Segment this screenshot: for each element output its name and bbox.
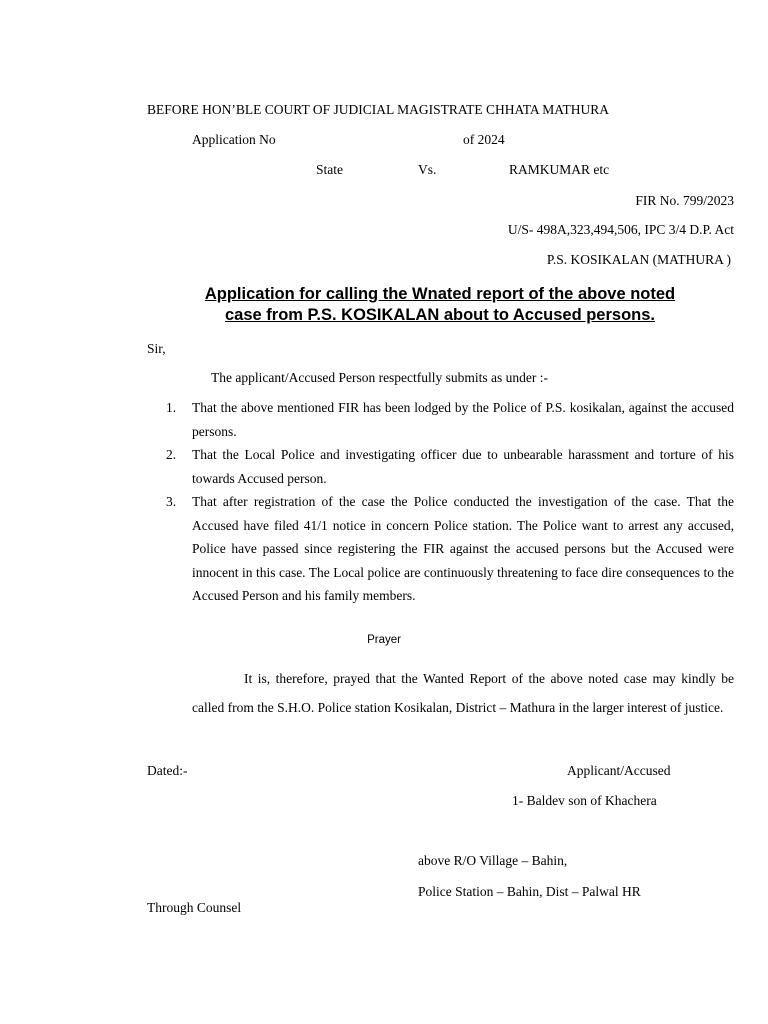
- intro-text: The applicant/Accused Person respectfully submits as under :-: [211, 370, 549, 385]
- address-line-2: Police Station – Bahin, Dist – Palwal HR: [418, 884, 641, 899]
- party-accused: RAMKUMAR etc: [509, 162, 610, 177]
- dated-label: Dated:-: [147, 763, 188, 778]
- point-3: [166, 490, 734, 608]
- point-text: That after registration of the case the Police conducted the investigation of the case. That the Accused have filed 41/1 notice in concern Police station. The Police want to arrest any accused, Police have passed since registering the FIR against the accused persons but the Accused were innocent in this case. The Local police are continuously threatening to face dire consequences to the Accused Person and his family members.: [192, 494, 734, 603]
- application-title-line-2: case from P.S. KOSIKALAN about to Accused persons.: [224, 306, 655, 324]
- salutation: Sir,: [147, 341, 166, 356]
- application-year: of 2024: [463, 132, 505, 147]
- point-text: That the above mentioned FIR has been lodged by the Police of P.S. kosikalan, against the accused persons.: [192, 400, 734, 439]
- applicant-name: 1- Baldev son of Khachera: [512, 793, 657, 808]
- point-number: 2.: [166, 447, 177, 462]
- point-1: [166, 396, 734, 443]
- point-number: 3.: [166, 494, 177, 509]
- point-2: [166, 443, 734, 490]
- through-counsel: Through Counsel: [147, 900, 242, 915]
- address-line-1: above R/O Village – Bahin,: [418, 853, 568, 868]
- application-no-label: Application No: [192, 132, 276, 147]
- versus: Vs.: [418, 162, 437, 177]
- court-heading: BEFORE HON’BLE COURT OF JUDICIAL MAGISTRATE CHHATA MATHURA: [147, 102, 610, 117]
- police-station: P.S. KOSIKALAN (MATHURA ): [546, 252, 731, 267]
- party-state: State: [316, 162, 343, 177]
- prayer-heading: Prayer: [367, 634, 401, 646]
- applicant-label: Applicant/Accused: [567, 763, 671, 778]
- fir-number: FIR No. 799/2023: [635, 193, 734, 208]
- point-number: 1.: [166, 400, 177, 415]
- prayer-text: It is, therefore, prayed that the Wanted Report of the above noted case may kindly be called from the S.H.O. Police station Kosikalan, District – Mathura in the larger interest of justice.: [192, 671, 734, 715]
- sections: U/S- 498A,323,494,506, IPC 3/4 D.P. Act: [507, 222, 734, 237]
- point-text: That the Local Police and investigating officer due to unbearable harassment and torture of his towards Accused person.: [192, 447, 734, 486]
- application-title-line-1: Application for calling the Wnated report of the above noted: [204, 285, 676, 303]
